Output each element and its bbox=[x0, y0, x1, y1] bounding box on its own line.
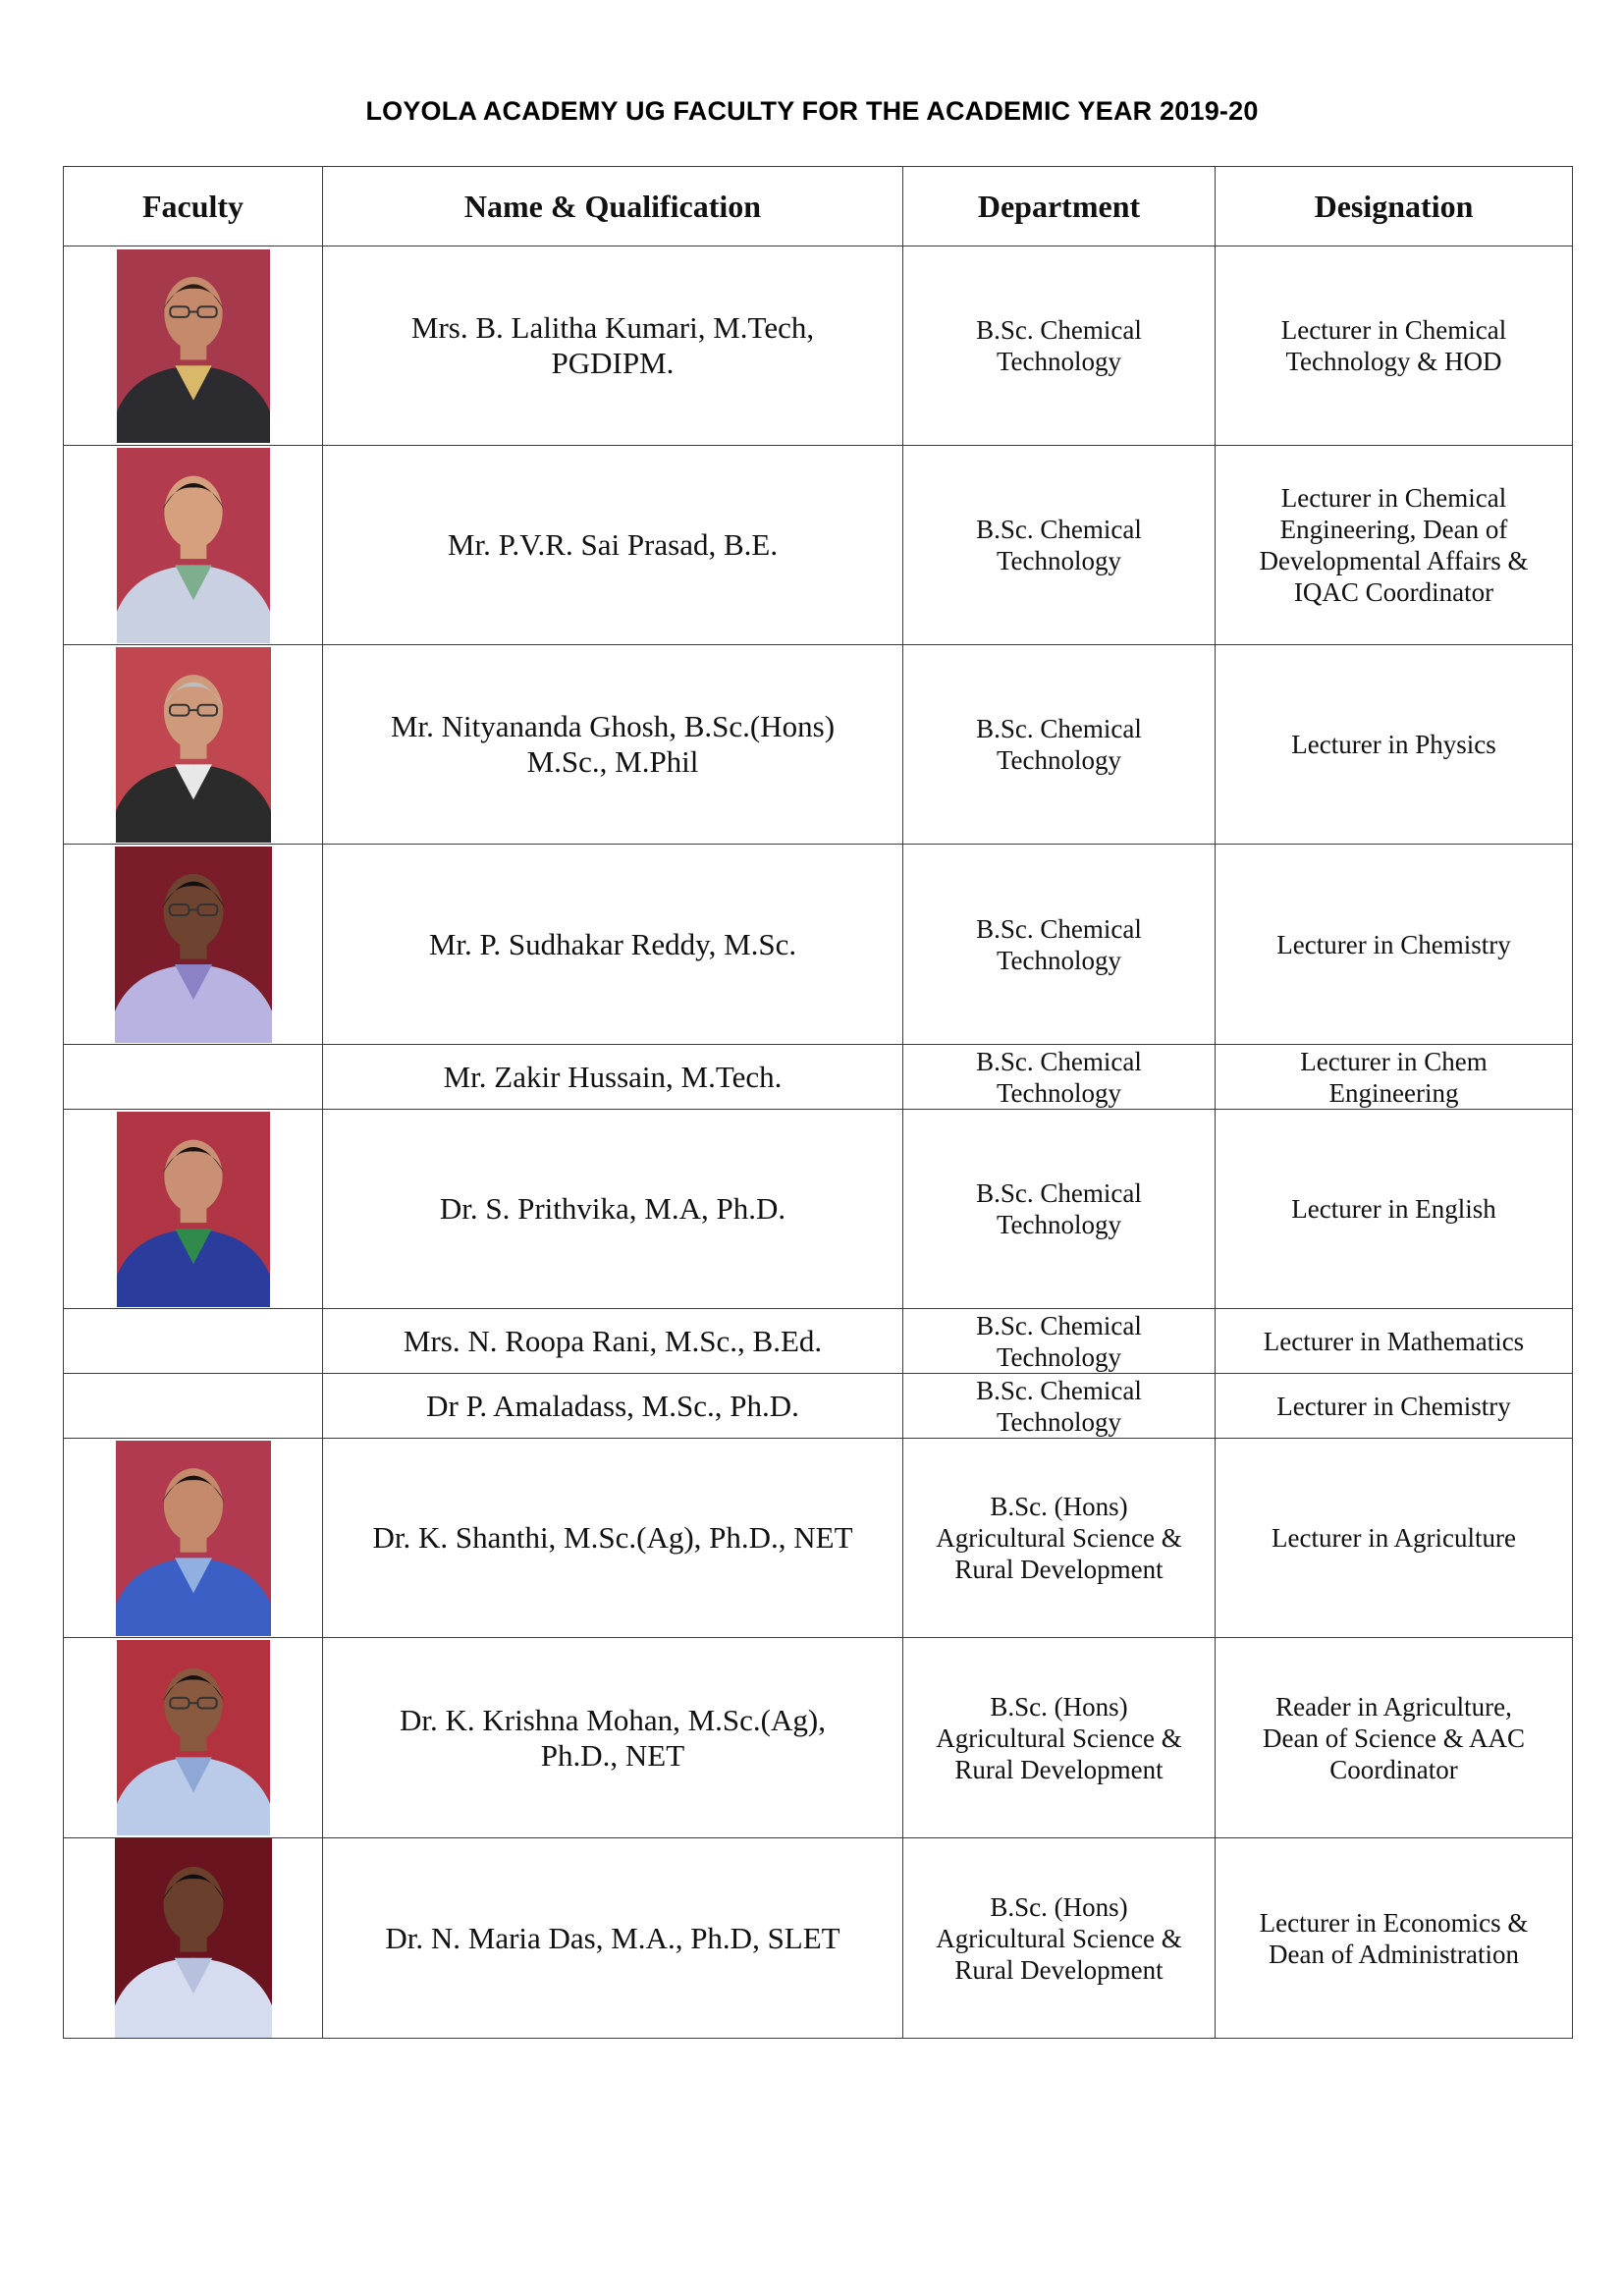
faculty-name-qualification bbox=[323, 1110, 903, 1309]
faculty-department-text: B.Sc. Chemical Technology bbox=[976, 1046, 1142, 1108]
header-name-qualification: Name & Qualification bbox=[323, 167, 903, 246]
faculty-department-text: B.Sc. Chemical Technology bbox=[976, 515, 1142, 575]
faculty-designation bbox=[1216, 645, 1573, 845]
faculty-photo-cell bbox=[64, 246, 323, 446]
faculty-department bbox=[903, 1309, 1216, 1374]
faculty-designation bbox=[1216, 1838, 1573, 2039]
faculty-photo-cell bbox=[64, 645, 323, 845]
faculty-designation bbox=[1216, 246, 1573, 446]
portrait-image bbox=[115, 847, 272, 1043]
faculty-designation-text: Lecturer in Agriculture bbox=[1272, 1523, 1516, 1553]
page-title: LOYOLA ACADEMY UG FACULTY FOR THE ACADEMIC YEAR 2019-20 bbox=[365, 96, 1259, 126]
faculty-department-text: B.Sc. (Hons) Agricultural Science & Rural Development bbox=[936, 1691, 1182, 1784]
faculty-name-qualification-text: Dr. K. Shanthi, M.Sc.(Ag), Ph.D., NET bbox=[372, 1520, 853, 1555]
faculty-designation bbox=[1216, 1045, 1573, 1110]
faculty-designation bbox=[1216, 1638, 1573, 1838]
faculty-name-qualification bbox=[323, 645, 903, 845]
faculty-name-qualification-text: Dr. N. Maria Das, M.A., Ph.D, SLET bbox=[385, 1920, 840, 1955]
portrait-image bbox=[117, 249, 270, 443]
faculty-name-qualification-text: Mrs. B. Lalitha Kumari, M.Tech, PGDIPM. bbox=[410, 310, 815, 380]
table-header-row bbox=[64, 167, 1573, 246]
faculty-designation-text: Lecturer in Chemistry bbox=[1276, 1391, 1511, 1421]
portrait-image bbox=[117, 1112, 270, 1307]
table-row bbox=[64, 1110, 1573, 1309]
faculty-department bbox=[903, 1838, 1216, 2039]
faculty-department bbox=[903, 845, 1216, 1045]
faculty-photo bbox=[115, 847, 272, 1043]
header-faculty: Faculty bbox=[64, 167, 323, 246]
portrait-image bbox=[116, 1441, 271, 1636]
table-row bbox=[64, 645, 1573, 845]
faculty-designation-text: Lecturer in Chem Engineering bbox=[1300, 1046, 1488, 1108]
faculty-table-body bbox=[64, 246, 1573, 2039]
table-row bbox=[64, 1374, 1573, 1439]
table-row bbox=[64, 1045, 1573, 1110]
faculty-department bbox=[903, 246, 1216, 446]
faculty-department bbox=[903, 1110, 1216, 1309]
faculty-photo bbox=[116, 647, 271, 843]
faculty-photo bbox=[117, 249, 270, 443]
header-designation: Designation bbox=[1216, 167, 1573, 246]
portrait-image bbox=[115, 1838, 272, 2038]
faculty-designation-text: Lecturer in Mathematics bbox=[1263, 1326, 1525, 1356]
faculty-name-qualification bbox=[323, 1045, 903, 1110]
table-row bbox=[64, 845, 1573, 1045]
faculty-department-text: B.Sc. (Hons) Agricultural Science & Rural Development bbox=[936, 1492, 1182, 1584]
table-row bbox=[64, 1838, 1573, 2039]
faculty-department-text: B.Sc. (Hons) Agricultural Science & Rural Development bbox=[936, 1891, 1182, 1985]
header-department: Department bbox=[903, 167, 1216, 246]
faculty-photo-cell bbox=[64, 1439, 323, 1638]
faculty-designation bbox=[1216, 1309, 1573, 1374]
faculty-department bbox=[903, 1638, 1216, 1838]
faculty-department bbox=[903, 1439, 1216, 1638]
faculty-name-qualification bbox=[323, 845, 903, 1045]
faculty-department-text: B.Sc. Chemical Technology bbox=[976, 1178, 1142, 1239]
portrait-image bbox=[117, 1640, 270, 1835]
faculty-department-text: B.Sc. Chemical Technology bbox=[976, 315, 1142, 376]
table-row bbox=[64, 246, 1573, 446]
faculty-name-qualification-text: Dr P. Amaladass, M.Sc., Ph.D. bbox=[426, 1388, 799, 1423]
faculty-photo-cell bbox=[64, 1309, 323, 1374]
faculty-designation bbox=[1216, 446, 1573, 645]
faculty-department bbox=[903, 1045, 1216, 1110]
faculty-designation-text: Lecturer in English bbox=[1291, 1194, 1496, 1224]
faculty-name-qualification bbox=[323, 1309, 903, 1374]
faculty-designation-text: Lecturer in Chemical Technology & HOD bbox=[1280, 315, 1507, 376]
portrait-image bbox=[116, 647, 271, 843]
faculty-table bbox=[63, 166, 1573, 2039]
faculty-photo bbox=[117, 1640, 270, 1835]
faculty-department bbox=[903, 446, 1216, 645]
faculty-department-text: B.Sc. Chemical Technology bbox=[976, 714, 1142, 775]
faculty-department-text: B.Sc. Chemical Technology bbox=[976, 1310, 1142, 1372]
faculty-name-qualification bbox=[323, 246, 903, 446]
faculty-name-qualification-text: Dr. S. Prithvika, M.A, Ph.D. bbox=[439, 1191, 786, 1226]
faculty-name-qualification-text: Mr. Zakir Hussain, M.Tech. bbox=[443, 1059, 783, 1094]
faculty-designation bbox=[1216, 1374, 1573, 1439]
faculty-photo bbox=[117, 448, 270, 643]
table-row bbox=[64, 1439, 1573, 1638]
faculty-designation-text: Lecturer in Physics bbox=[1291, 730, 1496, 759]
faculty-photo-cell bbox=[64, 1045, 323, 1110]
faculty-name-qualification bbox=[323, 1638, 903, 1838]
faculty-department bbox=[903, 645, 1216, 845]
table-row bbox=[64, 1638, 1573, 1838]
faculty-name-qualification-text: Mr. P. Sudhakar Reddy, M.Sc. bbox=[428, 926, 797, 961]
faculty-photo-cell bbox=[64, 1110, 323, 1309]
faculty-designation-text: Lecturer in Chemical Engineering, Dean of Developmental Affairs & IQAC Coordinator bbox=[1259, 483, 1529, 607]
faculty-department bbox=[903, 1374, 1216, 1439]
faculty-name-qualification bbox=[323, 1838, 903, 2039]
faculty-designation-text: Lecturer in Chemistry bbox=[1276, 929, 1511, 959]
faculty-photo bbox=[116, 1441, 271, 1636]
faculty-name-qualification bbox=[323, 446, 903, 645]
faculty-designation bbox=[1216, 1439, 1573, 1638]
portrait-image bbox=[117, 448, 270, 643]
faculty-photo-cell bbox=[64, 446, 323, 645]
faculty-designation bbox=[1216, 1110, 1573, 1309]
faculty-designation-text: Reader in Agriculture, Dean of Science & AAC Coordinator bbox=[1263, 1691, 1525, 1784]
faculty-name-qualification-text: Dr. K. Krishna Mohan, M.Sc.(Ag), Ph.D., NET bbox=[400, 1702, 826, 1773]
faculty-name-qualification-text: Mr. P.V.R. Sai Prasad, B.E. bbox=[447, 527, 779, 562]
faculty-name-qualification-text: Mrs. N. Roopa Rani, M.Sc., B.Ed. bbox=[403, 1323, 823, 1358]
faculty-photo-cell bbox=[64, 1838, 323, 2039]
table-row bbox=[64, 1309, 1573, 1374]
faculty-designation bbox=[1216, 845, 1573, 1045]
faculty-photo-cell bbox=[64, 1638, 323, 1838]
faculty-name-qualification bbox=[323, 1374, 903, 1439]
faculty-name-qualification-text: Mr. Nityananda Ghosh, B.Sc.(Hons) M.Sc., M.Phil bbox=[390, 709, 836, 779]
faculty-photo bbox=[117, 1112, 270, 1307]
faculty-photo bbox=[115, 1838, 272, 2038]
faculty-department-text: B.Sc. Chemical Technology bbox=[976, 1375, 1142, 1437]
table-row bbox=[64, 446, 1573, 645]
faculty-photo-cell bbox=[64, 1374, 323, 1439]
faculty-designation-text: Lecturer in Economics & Dean of Administration bbox=[1259, 1907, 1529, 1969]
faculty-department-text: B.Sc. Chemical Technology bbox=[976, 913, 1142, 975]
faculty-photo-cell bbox=[64, 845, 323, 1045]
faculty-name-qualification bbox=[323, 1439, 903, 1638]
